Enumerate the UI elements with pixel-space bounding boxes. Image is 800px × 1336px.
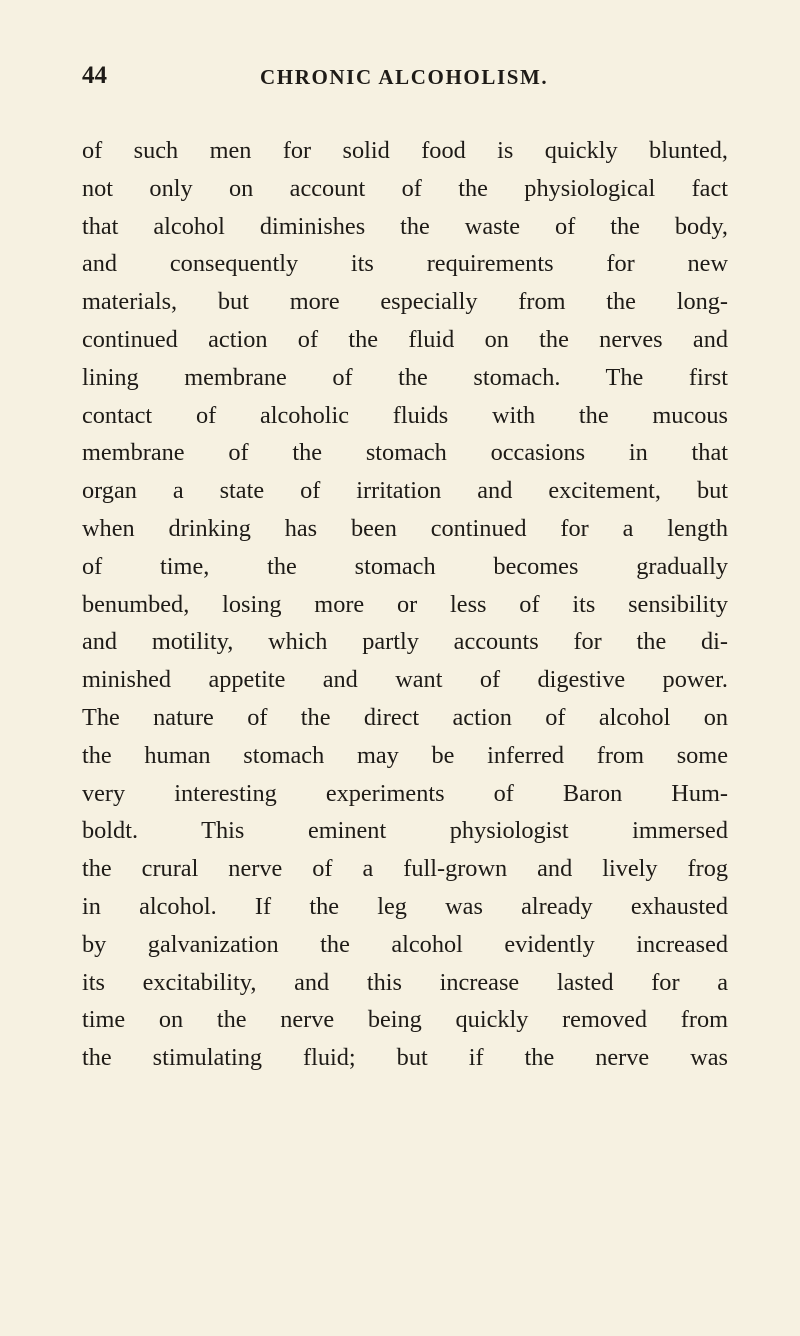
text-line: of such men for solid food is quickly blunted, (82, 137, 728, 164)
text-line: its excitability, and this increase lasted for a (82, 968, 728, 996)
text-line: boldt. This eminent physiologist immersed (82, 817, 728, 845)
running-title: CHRONIC ALCOHOLISM. (260, 65, 549, 89)
body-text (82, 132, 728, 1077)
text-line: and consequently its requirements for new (82, 250, 728, 278)
text-line: The nature of the direct action of alcohol on (82, 703, 728, 731)
text-line: the human stomach may be inferred from some (82, 741, 728, 769)
text-line: membrane of the stomach occasions in that (82, 439, 728, 467)
text-line: benumbed, losing more or less of its sensibility (82, 590, 728, 618)
text-line: time on the nerve being quickly removed from (82, 1006, 728, 1034)
page-number: 44 (82, 62, 107, 89)
text-line: the crural nerve of a full-grown and lively frog (82, 855, 728, 883)
text-line: contact of alcoholic fluids with the mucous (82, 401, 728, 429)
text-line: not only on account of the physiological fact (82, 174, 728, 202)
text-line: lining membrane of the stomach. The first (82, 363, 728, 391)
text-line: of time, the stomach becomes gradually (82, 552, 728, 580)
text-line: by galvanization the alcohol evidently increased (82, 930, 728, 958)
text-line: continued action of the fluid on the nerves and (82, 325, 728, 353)
text-line: and motility, which partly accounts for the di- (82, 628, 728, 656)
running-head (82, 62, 728, 92)
text-line: organ a state of irritation and excitement, but (82, 477, 728, 505)
text-line: when drinking has been continued for a length (82, 514, 728, 542)
text-line: minished appetite and want of digestive power. (82, 666, 728, 694)
text-line: the stimulating fluid; but if the nerve was (82, 1044, 728, 1072)
text-line: materials, but more especially from the long- (82, 288, 728, 316)
text-line: in alcohol. If the leg was already exhausted (82, 892, 728, 920)
text-line: very interesting experiments of Baron Hum- (82, 779, 728, 807)
text-line: that alcohol diminishes the waste of the body, (82, 212, 728, 240)
